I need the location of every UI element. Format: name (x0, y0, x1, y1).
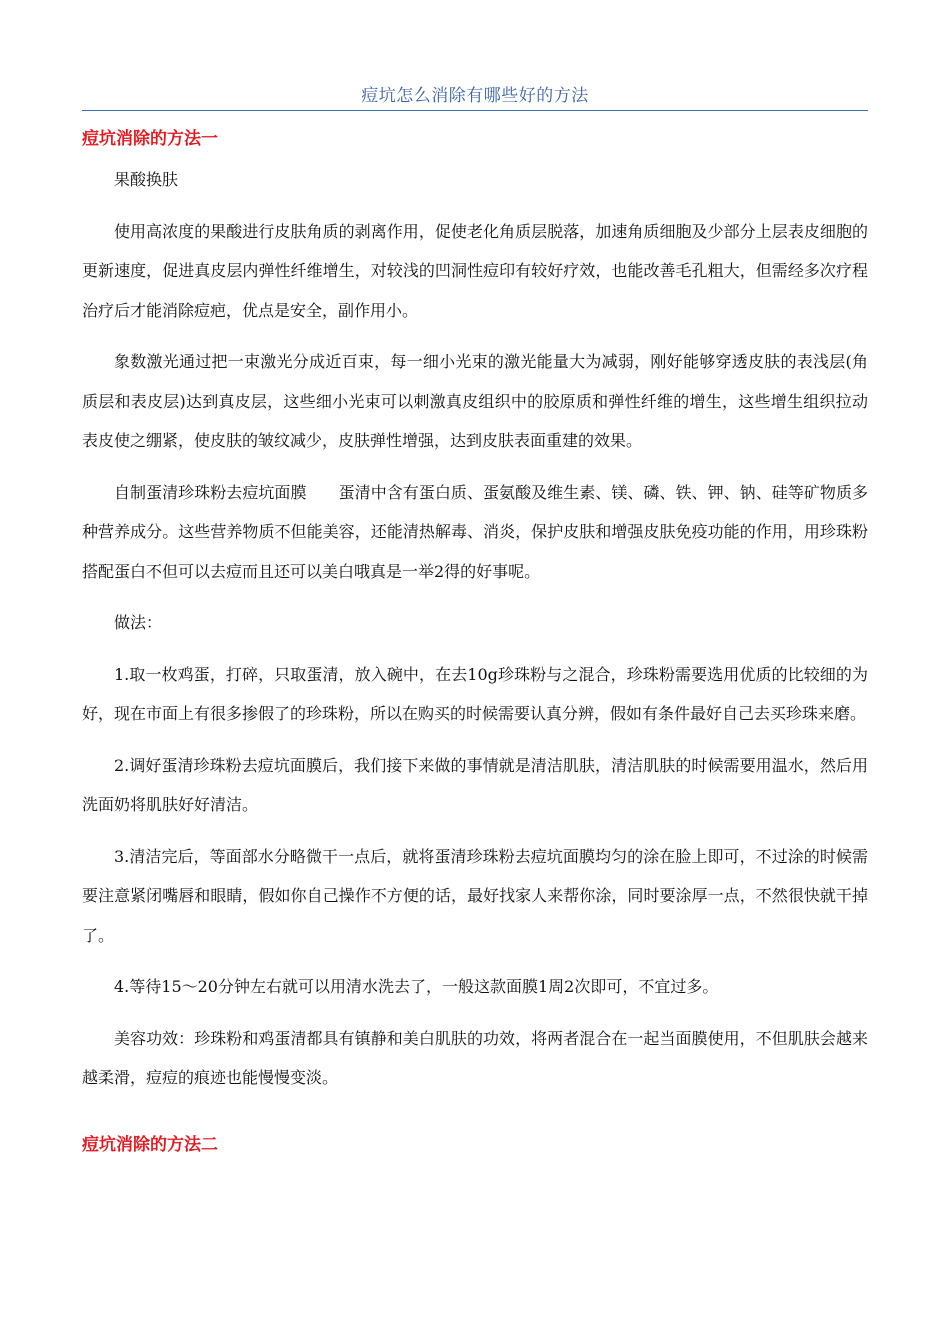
page-header (82, 84, 868, 111)
paragraph-beauty-effect: 美容功效：珍珠粉和鸡蛋清都具有镇静和美白肌肤的功效，将两者混合在一起当面膜使用，不但肌肤会越来越柔滑，痘痘的痕迹也能慢慢变淡。 (82, 1028, 868, 1087)
paragraph-step-4: 4.等待15～20分钟左右就可以用清水洗去了，一般这款面膜1周2次即可，不宜过多。 (114, 977, 719, 996)
paragraph-step-2: 2.调好蛋清珍珠粉去痘坑面膜后，我们接下来做的事情就是清洁肌肤，清洁肌肤的时候需要用温水，然后用洗面奶将肌肤好好清洁。 (82, 755, 868, 814)
paragraph-fruit-acid-description: 使用高浓度的果酸进行皮肤角质的剥离作用，促使老化角质层脱落，加速角质细胞及少部分上层表皮细胞的更新速度，促进真皮层内弹性纤维增生，对较浅的凹洞性痘印有较好疗效，也能改善毛孔粗大，但需经多次疗程治疗后才能消除痘疤，优点是安全，副作用小。 (82, 221, 868, 320)
paragraph-laser-description: 象数激光通过把一束激光分成近百束，每一细小光束的激光能量大为减弱，刚好能够穿透皮肤的表浅层(角质层和表皮层)达到真皮层，这些细小光束可以刺激真皮组织中的胶原质和弹性纤维的增生，这些增生组织拉动表皮使之绷紧，使皮肤的皱纹减少，皮肤弹性增强，达到皮肤表面重建的效果。 (82, 352, 868, 450)
document-body (82, 126, 868, 1158)
paragraph-method-label: 做法： (114, 613, 163, 632)
page-title: 痘坑怎么消除有哪些好的方法 (361, 86, 589, 106)
paragraph-step-3: 3.清洁完后，等面部水分略微干一点后，就将蛋清珍珠粉去痘坑面膜均匀的涂在脸上即可，不过涂的时候需要注意紧闭嘴唇和眼睛，假如你自己操作不方便的话，最好找家人来帮你涂，同时要涂厚一点，不然很快就干掉了。 (82, 846, 868, 945)
section-heading-method-two: 痘坑消除的方法二 (82, 1134, 218, 1155)
paragraph-mask-intro: 自制蛋清珍珠粉去痘坑面膜 蛋清中含有蛋白质、蛋氨酸及维生素、镁、磷、铁、钾、钠、硅等矿物质多种营养成分。这些营养物质不但能美容，还能清热解毒、消炎，保护皮肤和增强皮肤免疫功能的作用，用珍珠粉搭配蛋白不但可以去痘而且还可以美白哦真是一举2得的好事呢。 (82, 482, 868, 581)
section-heading-method-one: 痘坑消除的方法一 (82, 129, 218, 149)
paragraph-fruit-acid-title: 果酸换肤 (114, 170, 179, 189)
paragraph-step-1: 1.取一枚鸡蛋，打碎，只取蛋清，放入碗中，在去10g珍珠粉与之混合，珍珠粉需要选用优质的比较细的为好，现在市面上有很多掺假了的珍珠粉，所以在购买的时候需要认真分辨，假如有条件最好自己去买珍珠来磨。 (82, 664, 868, 723)
